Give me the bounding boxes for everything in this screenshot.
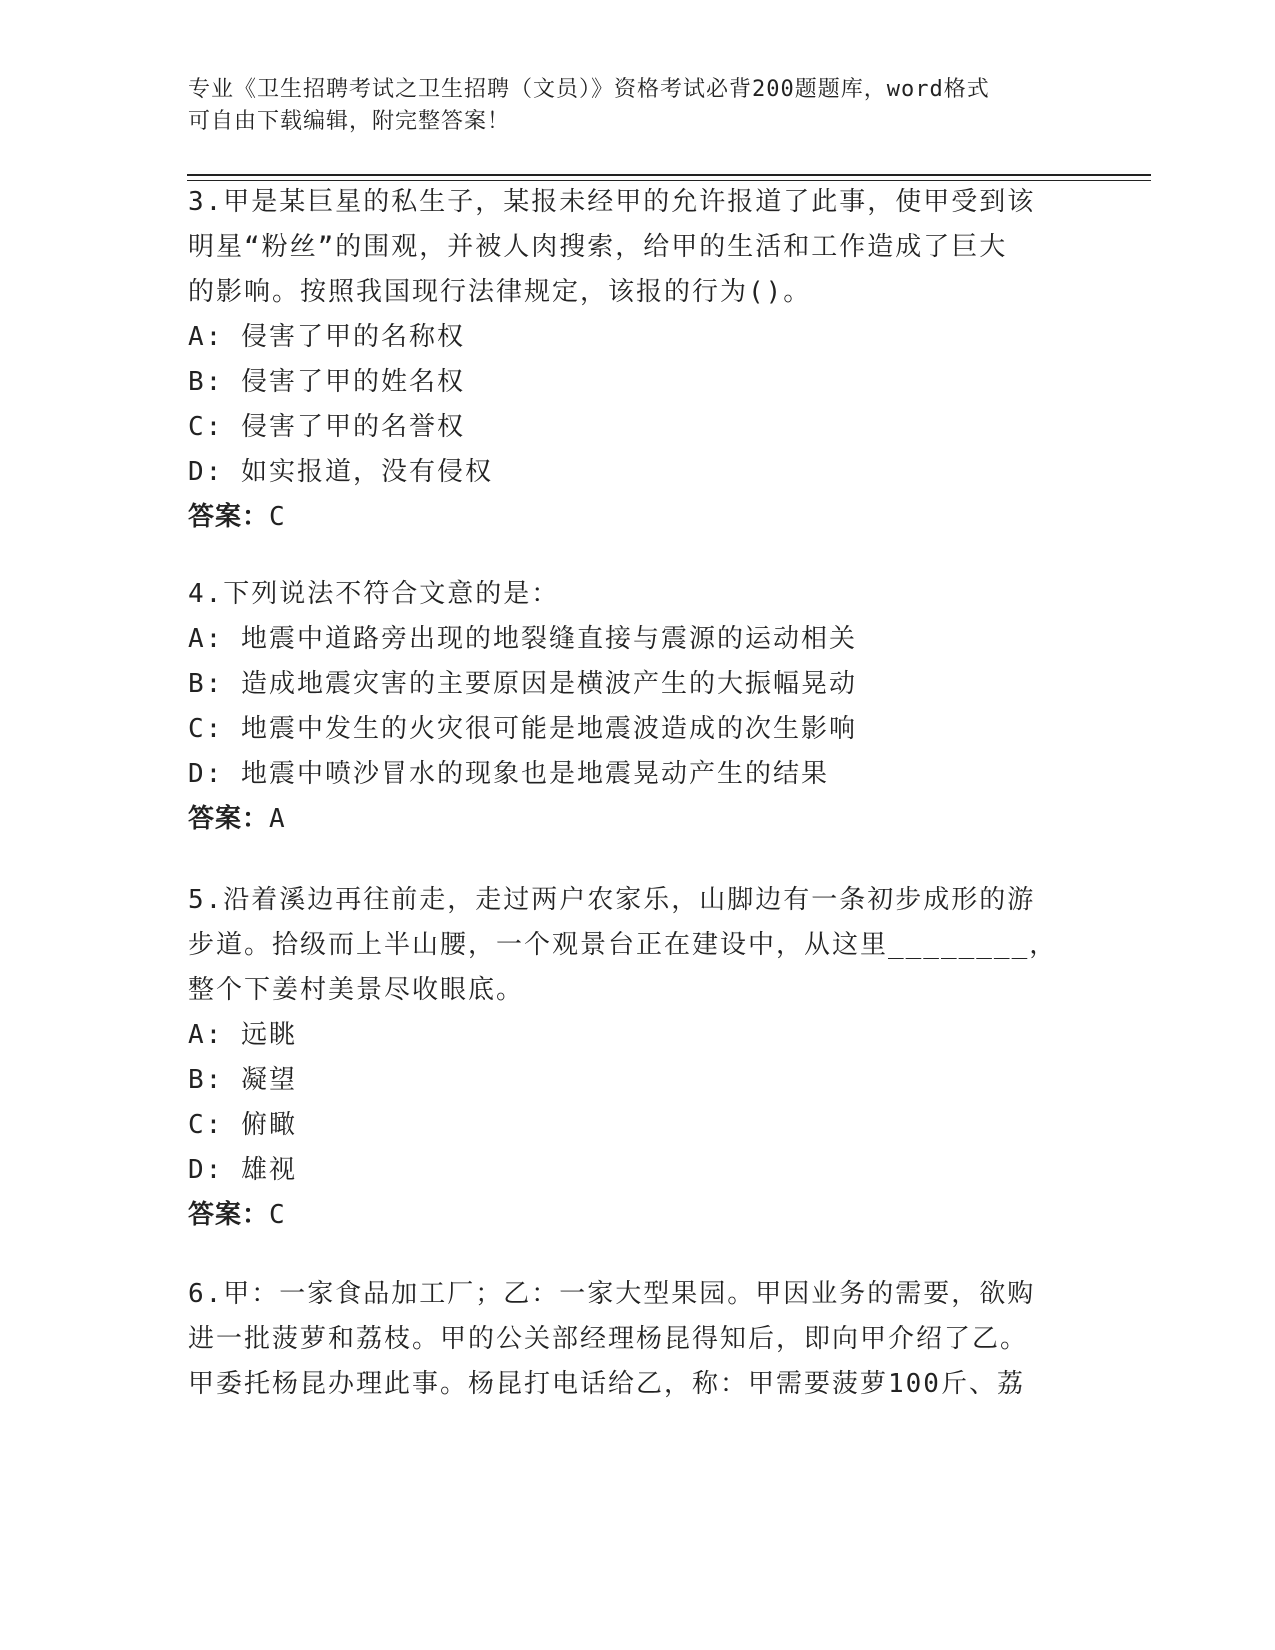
question-5 xyxy=(188,878,1068,1238)
option-c: C: 俯瞰 xyxy=(188,1110,297,1140)
answer-label: 答案： xyxy=(188,502,270,532)
option-d: D: 如实报道，没有侵权 xyxy=(188,457,493,487)
question-stem-line: 的影响。按照我国现行法律规定，该报的行为()。 xyxy=(188,277,812,307)
document-header xyxy=(188,74,1068,138)
answer-line xyxy=(188,1193,1068,1238)
option-a: A: 侵害了甲的名称权 xyxy=(188,322,465,352)
question-3 xyxy=(188,180,1068,540)
option-c: C: 地震中发生的火灾很可能是地震波造成的次生影响 xyxy=(188,714,857,744)
header-line-1: 专业《卫生招聘考试之卫生招聘（文员）》资格考试必背200题题库，word格式 xyxy=(188,77,990,102)
question-stem-line: 明星“粉丝”的围观，并被人肉搜索，给甲的生活和工作造成了巨大 xyxy=(188,232,1008,262)
question-stem-line: 4.下列说法不符合文意的是： xyxy=(188,579,560,609)
answer-value: A xyxy=(269,804,286,834)
option-a: A: 地震中道路旁出现的地裂缝直接与震源的运动相关 xyxy=(188,624,857,654)
option-c: C: 侵害了甲的名誉权 xyxy=(188,412,465,442)
header-line-2: 可自由下载编辑，附完整答案！ xyxy=(188,109,511,134)
question-stem-line: 甲委托杨昆办理此事。杨昆打电话给乙，称：甲需要菠萝100斤、荔 xyxy=(188,1369,1025,1399)
question-6 xyxy=(188,1272,1068,1407)
question-stem-line: 进一批菠萝和荔枝。甲的公关部经理杨昆得知后，即向甲介绍了乙。 xyxy=(188,1324,1029,1354)
question-stem-line: 3.甲是某巨星的私生子，某报未经甲的允许报道了此事，使甲受到该 xyxy=(188,187,1036,217)
option-b: B: 凝望 xyxy=(188,1065,297,1095)
question-stem-line: 整个下姜村美景尽收眼底。 xyxy=(188,975,525,1005)
question-stem-line: 5.沿着溪边再往前走，走过两户农家乐，山脚边有一条初步成形的游 xyxy=(188,885,1036,915)
answer-line xyxy=(188,797,1068,842)
answer-label: 答案： xyxy=(188,804,270,834)
option-d: D: 地震中喷沙冒水的现象也是地震晃动产生的结果 xyxy=(188,759,829,789)
option-a: A: 远眺 xyxy=(188,1020,297,1050)
answer-label: 答案： xyxy=(188,1200,270,1230)
answer-line xyxy=(188,495,1068,540)
option-b: B: 造成地震灾害的主要原因是横波产生的大振幅晃动 xyxy=(188,669,857,699)
question-stem-line: 6.甲：一家食品加工厂；乙：一家大型果园。甲因业务的需要，欲购 xyxy=(188,1279,1036,1309)
question-stem-line: 步道。拾级而上半山腰，一个观景台正在建设中，从这里________， xyxy=(188,930,1058,960)
answer-value: C xyxy=(269,502,286,532)
answer-value: C xyxy=(269,1200,286,1230)
option-d: D: 雄视 xyxy=(188,1155,297,1185)
option-b: B: 侵害了甲的姓名权 xyxy=(188,367,465,397)
question-4 xyxy=(188,572,1068,842)
header-rule-thick xyxy=(187,174,1151,176)
